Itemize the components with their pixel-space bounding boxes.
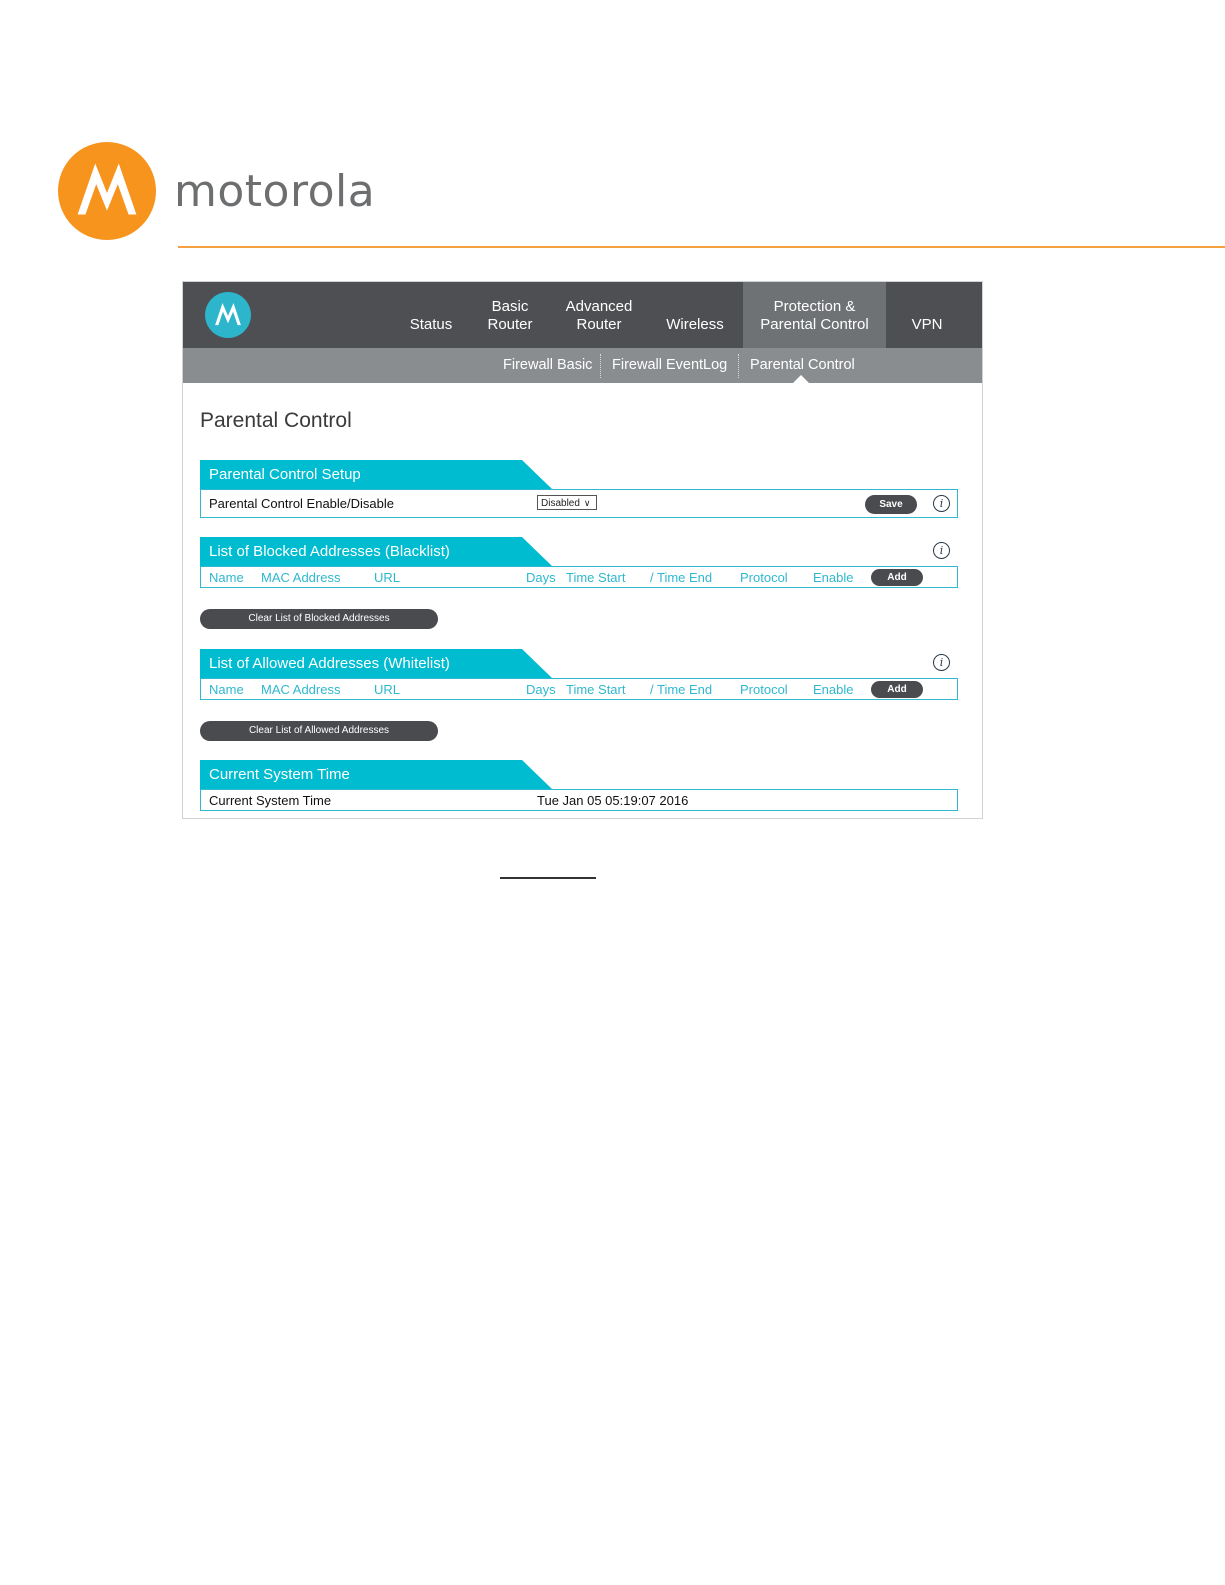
nav-basic-router-line1: Basic — [491, 298, 529, 315]
subnav-firewall-eventlog[interactable]: Firewall EventLog — [612, 357, 728, 373]
enable-disable-select[interactable] — [537, 495, 597, 510]
enable-disable-select-value: Disabled — [541, 498, 580, 509]
clear-allowed-button[interactable]: Clear List of Allowed Addresses — [200, 721, 438, 741]
column-protocol: Protocol — [740, 682, 788, 697]
column-url: URL — [374, 682, 401, 697]
sub-nav — [183, 348, 982, 383]
nav-logo-icon[interactable] — [205, 292, 251, 338]
page-title: Parental Control — [200, 409, 352, 432]
whitelist-section-title: List of Allowed Addresses (Whitelist) — [209, 655, 450, 672]
systime-label: Current System Time — [209, 793, 332, 808]
subnav-separator — [600, 354, 602, 378]
save-button[interactable]: Save — [865, 495, 917, 514]
column-enable: Enable — [813, 570, 854, 585]
nav-protection-line1: Protection & — [773, 298, 856, 315]
brand-wordmark: motorola — [174, 165, 376, 217]
nav-vpn[interactable] — [899, 282, 955, 348]
nav-advanced-router-line2: Router — [576, 316, 622, 333]
setup-section-box — [200, 489, 958, 518]
setup-section-header — [200, 460, 552, 489]
subnav-parental-control[interactable]: Parental Control — [750, 357, 855, 373]
column-name: Name — [209, 570, 244, 585]
router-ui — [182, 281, 983, 819]
chevron-down-icon: ∨ — [583, 498, 591, 508]
systime-section-header — [200, 760, 552, 789]
setup-info-icon[interactable]: i — [933, 495, 950, 512]
nav-status[interactable] — [403, 282, 459, 348]
column-enable: Enable — [813, 682, 854, 697]
column-time-start: Time Start — [566, 570, 626, 585]
column-mac-address: MAC Address — [261, 682, 341, 697]
column-name: Name — [209, 682, 244, 697]
whitelist-section-header — [200, 649, 552, 678]
blacklist-table-header — [200, 566, 958, 588]
nav-basic-router-line2: Router — [487, 316, 533, 333]
systime-section-box — [200, 789, 958, 811]
whitelist-table-header — [200, 678, 958, 700]
column-days: Days — [526, 682, 556, 697]
nav-wireless-line2: Wireless — [666, 316, 724, 333]
nav-protection-parental-control[interactable] — [743, 282, 886, 348]
nav-basic-router[interactable] — [473, 282, 547, 348]
column-time-end: / Time End — [650, 570, 713, 585]
subnav-separator — [738, 354, 740, 378]
brand-divider — [178, 246, 1225, 248]
motorola-logo-icon — [58, 142, 156, 240]
nav-status-line2: Status — [409, 316, 453, 333]
column-protocol: Protocol — [740, 570, 788, 585]
active-subnav-caret — [793, 375, 809, 383]
column-time-start: Time Start — [566, 682, 626, 697]
column-days: Days — [526, 570, 556, 585]
setup-section-title: Parental Control Setup — [209, 466, 361, 483]
brand-header — [58, 142, 375, 240]
systime-section-title: Current System Time — [209, 766, 350, 783]
blacklist-section-title: List of Blocked Addresses (Blacklist) — [209, 543, 450, 560]
blacklist-add-button[interactable]: Add — [871, 569, 923, 586]
top-nav — [183, 282, 982, 348]
clear-blocked-button[interactable]: Clear List of Blocked Addresses — [200, 609, 438, 629]
nav-wireless[interactable] — [657, 282, 733, 348]
nav-vpn-line2: VPN — [911, 316, 943, 333]
whitelist-info-icon[interactable]: i — [933, 654, 950, 671]
nav-protection-line2: Parental Control — [760, 316, 869, 333]
nav-advanced-router[interactable] — [557, 282, 641, 348]
subnav-firewall-basic[interactable]: Firewall Basic — [503, 357, 593, 373]
nav-advanced-router-line1: Advanced — [565, 298, 633, 315]
column-url: URL — [374, 570, 401, 585]
column-mac-address: MAC Address — [261, 570, 341, 585]
systime-value: Tue Jan 05 05:19:07 2016 — [537, 793, 689, 808]
enable-disable-label: Parental Control Enable/Disable — [209, 496, 394, 511]
blacklist-info-icon[interactable]: i — [933, 542, 950, 559]
underline-rule — [500, 877, 596, 879]
blacklist-section-header — [200, 537, 552, 566]
whitelist-add-button[interactable]: Add — [871, 681, 923, 698]
column-time-end: / Time End — [650, 682, 713, 697]
